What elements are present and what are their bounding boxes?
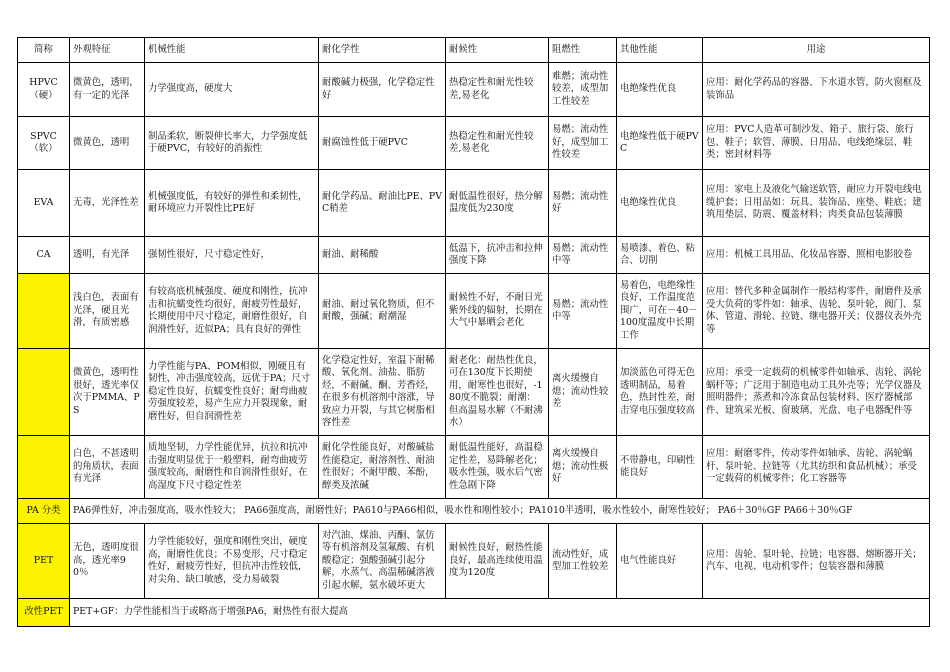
table-cell: 强韧性很好，尺寸稳定性好， — [145, 237, 319, 274]
table-row — [18, 349, 930, 436]
header-other: 其他性能 — [617, 38, 703, 63]
table-cell: 易燃；流动性好，成型加工性较差 — [549, 117, 617, 170]
table-row — [18, 274, 930, 349]
table-cell: 应用：承受一定载荷的机械零件如轴承、齿轮、涡轮蜗杆等；广泛用于制造电动工具外壳等；光学仪器及照明器件；蒸煮和冷冻食品包装材料、医疗器械部件、建筑采光板、窗玻璃、光盘、电子电器配件等 — [703, 349, 930, 436]
material-name: CA — [18, 237, 70, 274]
table-cell: 应用：齿轮、泵叶轮、拉链；电容器、熔断器开关；汽车、电视、电动机零件；包装容器和薄膜 — [703, 524, 930, 599]
table-cell: 热稳定性和耐光性较差,易老化 — [446, 117, 549, 170]
table-cell: 应用：替代多种金属制作一般结构零件，耐磨件及承受大负荷的零件如：轴承、齿轮、泵叶轮，阀门、泵体、管道、滑轮、拉链、继电器开关；仪器仪表外壳等 — [703, 274, 930, 349]
table-cell: 化学稳定性好，室温下耐稀酸、氧化剂、油盐、脂肪烃，不耐碱、酮、芳香烃，在很多有机溶剂中溶涨，导致应力开裂，与其它树脂相容性差 — [319, 349, 446, 436]
pa-category-row — [18, 499, 930, 524]
table-cell: 白色，不甚透明的角质状，表面有光泽 — [70, 436, 145, 499]
table-cell: 离火缓慢自熄；流动性极好 — [549, 436, 617, 499]
table-cell: 制品柔软，断裂伸长率大，力学强度低于硬PVC，有较好的消振性 — [145, 117, 319, 170]
table-cell: 微黄色，透明 — [70, 117, 145, 170]
table-cell: 耐腐蚀性低于硬PVC — [319, 117, 446, 170]
table-cell: 加淡蓝色可得无色透明制品，易着色，热封性差，耐击穿电压强度较高 — [617, 349, 703, 436]
header-chemical: 耐化学性 — [319, 38, 446, 63]
header-name: 简称 — [18, 38, 70, 63]
table-cell: 无色，透明度很高，透光率90％ — [70, 524, 145, 599]
table-cell: 流动性好，成型加工性较差 — [549, 524, 617, 599]
table-cell: 电绝缘性低于硬PVC — [617, 117, 703, 170]
material-name — [18, 436, 70, 499]
table-row — [18, 237, 930, 274]
table-cell: 对汽油、煤油、丙酮、氯仿等有机溶剂及氢氟酸、有机酸稳定；强酸强碱引起分解，水蒸气、高温稀碱溶液引起水解，氨水破坏更大 — [319, 524, 446, 599]
table-cell: 耐酸碱力极强，化学稳定性好 — [319, 63, 446, 117]
table-cell: 耐老化：耐热性优良，可在130度下长期使用，耐寒性也很好，-180度不脆裂；耐潮：但高温易水解（不耐沸水） — [446, 349, 549, 436]
header-flame: 阻燃性 — [549, 38, 617, 63]
table-cell: 力学性能较好，强度和刚性突出，硬度高，耐磨性优良；不易变形，尺寸稳定性好，耐疲劳性好，但抗冲击性较低，对尖角、缺口敏感，受力易破裂 — [145, 524, 319, 599]
table-cell: 力学性能与PA、POM相似，刚硬且有韧性，冲击强度较高，远优于PA；尺寸稳定性良好，抗蠕变性良好；耐弯曲疲劳强度较差，易产生应力开裂现象，耐磨性好，但自润滑性差 — [145, 349, 319, 436]
table-cell: 微黄色，透明性很好，透光率仅次于PMMA、PS — [70, 349, 145, 436]
table-cell: 离火缓慢自熄；流动性较差 — [549, 349, 617, 436]
table-row — [18, 436, 930, 499]
table-cell: 质地坚韧，力学性能优异，抗拉和抗冲击强度明显优于一般塑料，耐弯曲疲劳强度较高，耐磨性和自润滑性很好，在高湿度下尺寸稳定性差 — [145, 436, 319, 499]
table-row — [18, 524, 930, 599]
table-cell: 低温下，抗冲击和拉伸强度下降 — [446, 237, 549, 274]
pa-category-label: PA 分类 — [18, 499, 70, 524]
header-appearance: 外观特征 — [70, 38, 145, 63]
table-cell: 有较高底机械强度、硬度和刚性，抗冲击和抗蠕变性均很好，耐疲劳性最好，长期使用中尺寸稳定，耐磨性很好，自润滑性好，近似PA；具有良好的弹性 — [145, 274, 319, 349]
material-name: PET — [18, 524, 70, 599]
table-cell: 应用：机械工具用品、化妆品容器、照相电影胶卷 — [703, 237, 930, 274]
materials-table — [17, 37, 930, 627]
table-cell: 不带静电，印刷性能良好 — [617, 436, 703, 499]
table-cell: 浅白色，表面有光泽，硬且光滑，有质密感 — [70, 274, 145, 349]
pa-category-text: PA6弹性好，冲击强度高，吸水性较大； PA66强度高，耐磨性好；PA610与PA66相似，吸水性和刚性较小；PA1010半透明，吸水性较小，耐寒性较好； PA6＋30％GF PA66＋30％GF — [70, 499, 930, 524]
table-cell: 力学强度高，硬度大 — [145, 63, 319, 117]
material-name: SPVC （软） — [18, 117, 70, 170]
table-cell: 易着色，电绝缘性良好，工作温度范围广，可在－40－100度温度中长期工作 — [617, 274, 703, 349]
material-name: 改性PET — [18, 599, 70, 627]
table-cell: 易燃；流动性中等 — [549, 274, 617, 349]
header-mechanical: 机械性能 — [145, 38, 319, 63]
table-cell: 易燃；流动性中等 — [549, 237, 617, 274]
table-cell: 耐低温性能好，高温稳定性差，易降解老化；吸水性强，吸水后气密性急剧下降 — [446, 436, 549, 499]
table-cell: 耐油、耐过氧化物质，但不耐酸，强碱；耐潮湿 — [319, 274, 446, 349]
table-cell: 耐油、耐稀酸 — [319, 237, 446, 274]
table-cell: 应用：PVC人造革可制沙发、箱子、旅行袋、旅行包、鞋子；软管、薄膜、日用品、电线绝缘层、鞋类；密封材料等 — [703, 117, 930, 170]
table-row — [18, 63, 930, 117]
table-cell: 耐候性良好，耐热性能良好，最高连续使用温度为120度 — [446, 524, 549, 599]
table-cell: 电绝缘性优良 — [617, 63, 703, 117]
table-cell: 应用：家电上及液化气输送软管，耐应力开裂电线电缆护套；日用品如：玩具、装饰品、座垫、鞋底；建筑用垫层、防震、覆盖材料；肉类食品包装薄膜 — [703, 170, 930, 237]
table-cell: 耐化学性能良好，对酸碱盐性能稳定，耐溶剂性、耐油性很好；不耐甲酸、苯酚，醇类及浓碱 — [319, 436, 446, 499]
table-cell: 难燃；流动性较差，成型加工性较差 — [549, 63, 617, 117]
modified-pet-row — [18, 599, 930, 627]
table-cell: 电气性能良好 — [617, 524, 703, 599]
table-row — [18, 117, 930, 170]
table-cell: 无毒，光泽性差 — [70, 170, 145, 237]
table-cell: 耐化学药品、耐油比PE、PVC稍差 — [319, 170, 446, 237]
header-weather: 耐候性 — [446, 38, 549, 63]
table-cell: 应用：耐磨零件，传动零件如轴承、齿轮、涡轮蜗杆、泵叶轮、拉链等（尤其纺织和食品机械）；承受一定载荷的机械零件；化工容器等 — [703, 436, 930, 499]
table-cell: 透明，有光泽 — [70, 237, 145, 274]
material-name — [18, 274, 70, 349]
table-cell: 耐候性不好，不耐日光紫外线的辐射，长期在大气中暴晒会老化 — [446, 274, 549, 349]
table-cell: 易喷漆、着色、粘合、切削 — [617, 237, 703, 274]
material-name: HPVC （硬） — [18, 63, 70, 117]
material-name — [18, 349, 70, 436]
header-usage: 用途 — [703, 38, 930, 63]
table-cell: 耐低温性很好，热分解温度低为230度 — [446, 170, 549, 237]
table-cell: 应用：耐化学药品的容器、下水道水管，防火窗框及装饰品 — [703, 63, 930, 117]
table-cell: 易燃；流动性好 — [549, 170, 617, 237]
modified-pet-text: PET+GF：力学性能相当于或略高于增强PA6，耐热性有很大提高 — [70, 599, 930, 627]
table-cell: 热稳定性和耐光性较差,易老化 — [446, 63, 549, 117]
table-cell: 微黄色，透明，有一定的光泽 — [70, 63, 145, 117]
material-name: EVA — [18, 170, 70, 237]
header-row — [18, 38, 930, 63]
table-cell: 电绝缘性优良 — [617, 170, 703, 237]
table-row — [18, 170, 930, 237]
table-cell: 机械强度低，有较好的弹性和柔韧性，耐环境应力开裂性比PE好 — [145, 170, 319, 237]
